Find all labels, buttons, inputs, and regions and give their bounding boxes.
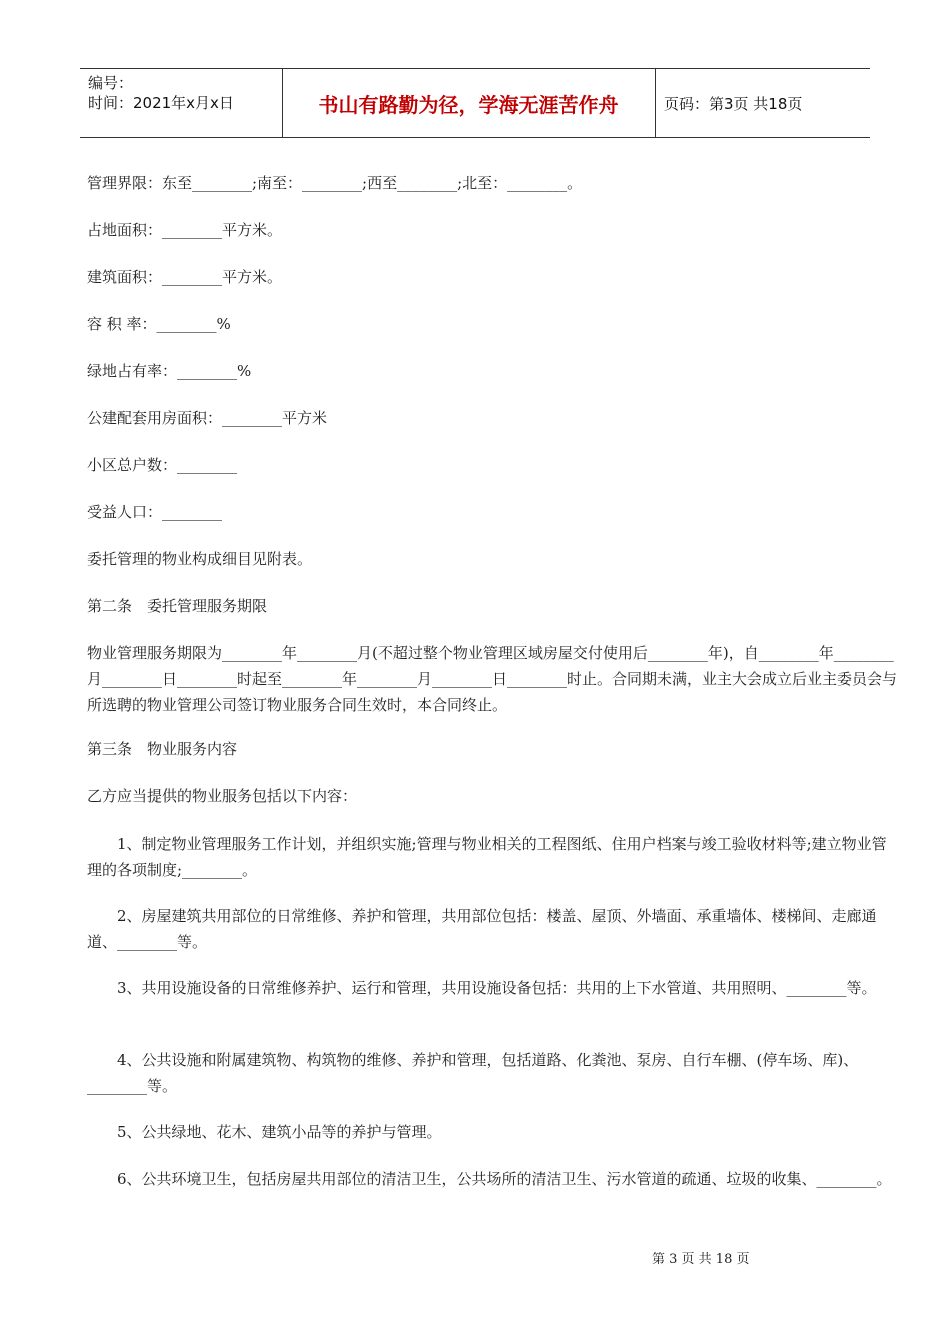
green-ratio-line: 绿地占有率：________%: [87, 362, 252, 380]
page-footer: 第 3 页 共 18 页: [652, 1252, 750, 1267]
service-item-6: 6、公共环境卫生，包括房屋共用部位的清洁卫生，公共场所的清洁卫生、污水管道的疏通、垃圾的收集、________。: [87, 1170, 892, 1188]
boundary-line: 管理界限：东至________;南至：________;西至________;北至：________。: [87, 174, 583, 192]
service-item-2: 2、房屋建筑共用部位的日常维修、养护和管理，共用部位包括：楼盖、屋顶、外墙面、承重墙体、楼梯间、走廊通道、________等。: [87, 907, 877, 951]
appendix-note: 委托管理的物业构成细目见附表。: [87, 550, 313, 568]
household-count-line: 小区总户数：________: [87, 456, 238, 474]
service-item-3: 3、共用设施设备的日常维修养护、运行和管理，共用设施设备包括：共用的上下水管道、共用照明、________等。: [87, 979, 877, 997]
service-item-5: 5、公共绿地、花木、建筑小品等的养护与管理。: [87, 1123, 442, 1141]
land-area-line: 占地面积：________平方米。: [87, 221, 283, 239]
document-number-label: 编号：: [88, 74, 134, 92]
document-date-label: 时间：2021年x月x日: [88, 94, 234, 112]
plot-ratio-line: 容 积 率：________%: [87, 315, 231, 333]
service-term-paragraph: 物业管理服务期限为________年________月(不超过整个物业管理区域房屋交付使用后________年)，自________年________月________日________时起至________年________月________日________时止。合同期未满，业主大会成立后业主委员会与所选聘的物业管理公司签订物业服务合同生效时，本合同终止。: [87, 644, 898, 714]
article-2-heading: 第二条 委托管理服务期限: [87, 597, 268, 615]
header-page-info: 页码：第3页 共18页: [664, 94, 803, 113]
page-header: [80, 68, 870, 138]
building-area-line: 建筑面积：________平方米。: [87, 268, 283, 286]
header-meta: [80, 69, 283, 137]
article-3-heading: 第三条 物业服务内容: [87, 740, 238, 758]
service-item-4: 4、公共设施和附属建筑物、构筑物的维修、养护和管理，包括道路、化粪池、泵房、自行车棚、(停车场、库)、________等。: [87, 1051, 859, 1095]
service-intro: 乙方应当提供的物业服务包括以下内容：: [87, 787, 358, 805]
header-motto: 书山有路勤为径，学海无涯苦作舟: [282, 69, 656, 137]
public-facility-area-line: 公建配套用房面积：________平方米: [87, 409, 328, 427]
service-item-1: 1、制定物业管理服务工作计划，并组织实施;管理与物业相关的工程图纸、住用户档案与竣工验收材料等;建立物业管理的各项制度;________。: [87, 835, 887, 879]
beneficiary-population-line: 受益人口：________: [87, 503, 223, 521]
